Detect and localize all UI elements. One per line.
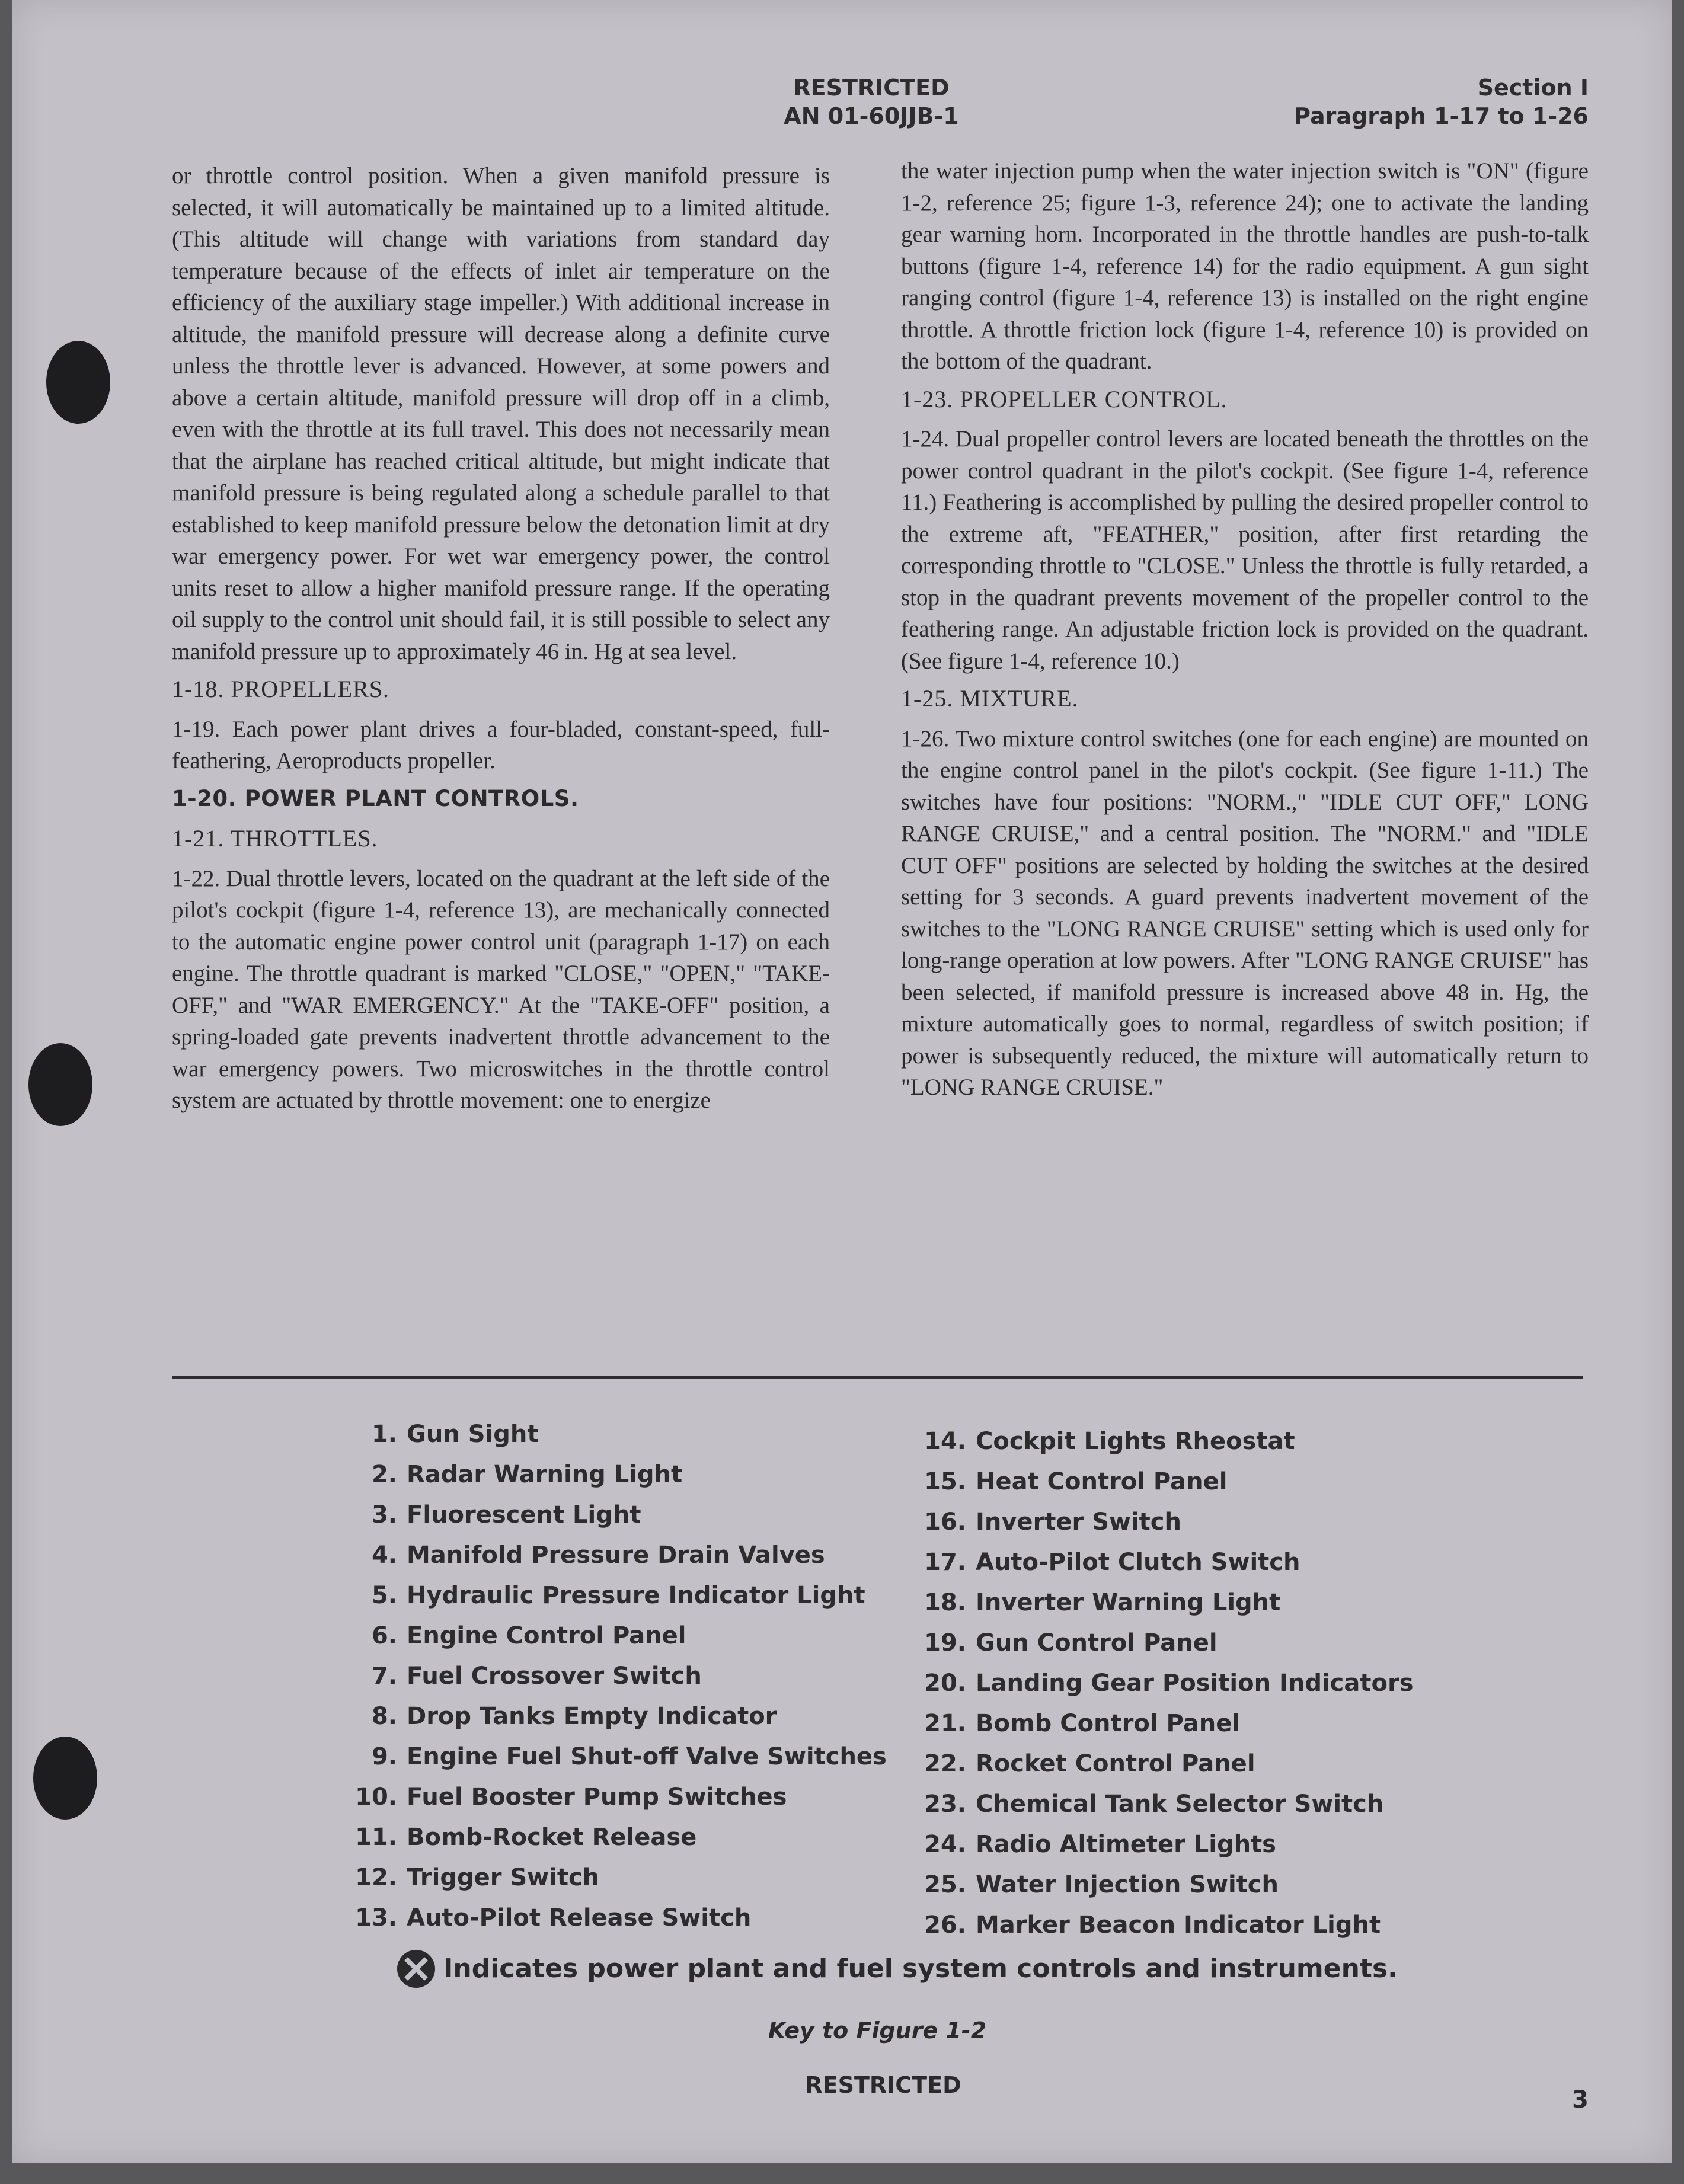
section-heading: 1-18. PROPELLERS. xyxy=(172,676,390,702)
page-header-right xyxy=(1185,73,1589,130)
horizontal-rule xyxy=(172,1376,1583,1379)
paragraph: 1-19. Each power plant drives a four-bladed, constant-speed, full-feathering, Aeroproducts propeller. xyxy=(172,716,830,773)
key-item: 9. Engine Fuel Shut-off Valve Switches xyxy=(371,1743,887,1770)
header-section: Section I xyxy=(1477,75,1589,101)
page-header-center xyxy=(735,73,1008,130)
key-item: 14. Cockpit Lights Rheostat xyxy=(924,1428,1295,1455)
binder-hole xyxy=(28,1043,92,1126)
binder-hole xyxy=(33,1737,97,1820)
section-heading: 1-23. PROPELLER CONTROL. xyxy=(901,385,1228,413)
text-column-right xyxy=(901,155,1589,1109)
paragraph: or throttle control position. When a given manifold pressure is selected, it will automatically be maintained up to a limited altitude. (This altitude will change with variations from standard day temperature because of the effects of inlet air temperature on the efficiency of the auxiliary stage impeller.) With additional increase in altitude, the manifold pressure will decrease along a definite curve unless the throttle lever is advanced. However, at some powers and above a certain altitude, manifold pressure will drop off in a climb, even with the throttle at its full travel. This does not necessarily mean that the airplane has reached critical altitude, but might indicate that manifold pressure is being regulated along a schedule parallel to that established to keep manifold pressure below the detonation limit at dry war emergency power. For wet war emergency power, the control units reset to allow a higher manifold pressure range. If the operating oil supply to the control unit should fail, it is still possible to select any manifold pressure up to approximately 46 in. Hg at sea level. xyxy=(172,163,830,664)
key-item: 18. Inverter Warning Light xyxy=(924,1589,1281,1616)
paragraph: 1-26. Two mixture control switches (one for each engine) are mounted on the engine control panel in the pilot's cockpit. (See figure 1-11.) The switches have four positions: "NORM.," "IDLE CUT OFF," LONG RANGE CRUISE," and a central position. The "NORM." and "IDLE CUT OFF" positions are selected by holding the switches at the desired setting for 3 seconds. A guard prevents inadvertent movement of the switches to the "LONG RANGE CRUISE" setting which is used only for long-range operation at low powers. After "LONG RANGE CRUISE" has been selected, if manifold pressure is increased above 48 in. Hg, the mixture automatically goes to normal, regardless of switch position; if power is subsequently reduced, the mixture will automatically return to "LONG RANGE CRUISE." xyxy=(901,725,1589,1100)
header-doc-number: AN 01-60JJB-1 xyxy=(784,103,959,129)
key-item: 3. Fluorescent Light xyxy=(371,1501,641,1529)
key-item: 20. Landing Gear Position Indicators xyxy=(924,1670,1414,1697)
key-item: 1. Gun Sight xyxy=(371,1421,539,1448)
header-classification: RESTRICTED xyxy=(793,75,950,101)
figure-key-list-right xyxy=(901,1421,1414,1945)
legend-text: Indicates power plant and fuel system controls and instruments. xyxy=(443,1953,1398,1984)
header-paragraph-range: Paragraph 1-17 to 1-26 xyxy=(1294,103,1589,129)
figure-caption: Key to Figure 1-2 xyxy=(768,2017,987,2044)
key-item: 25. Water Injection Switch xyxy=(924,1871,1279,1898)
key-item: 24. Radio Altimeter Lights xyxy=(924,1831,1276,1858)
section-heading: 1-25. MIXTURE. xyxy=(901,685,1079,712)
key-item: 21. Bomb Control Panel xyxy=(924,1710,1241,1737)
page-footer-classification: RESTRICTED xyxy=(805,2072,961,2098)
key-item: 16. Inverter Switch xyxy=(924,1508,1181,1536)
paragraph: 1-22. Dual throttle levers, located on the quadrant at the left side of the pilot's cockpit (figure 1-4, reference 13), are mechanically connected to the automatic engine power control unit (paragraph 1-17) on each engine. The throttle quadrant is marked "CLOSE," "OPEN," "TAKE-OFF," and "WAR EMERGENCY." At the "TAKE-OFF" position, a spring-loaded gate prevents inadvertent throttle advancement to the war emergency powers. Two microswitches in the throttle control system are actuated by throttle movement: one to energize xyxy=(172,865,830,1113)
key-item: 6. Engine Control Panel xyxy=(371,1622,686,1649)
section-heading: 1-20. POWER PLANT CONTROLS. xyxy=(172,785,579,811)
text-column-left xyxy=(172,160,830,1123)
paragraph: the water injection pump when the water injection switch is "ON" (figure 1-2, reference 25; figure 1-3, reference 24); one to activate the landing gear warning horn. Incorporated in the throttle handles are push-to-talk buttons (figure 1-4, reference 14) for the radio equipment. A gun sight ranging control (figure 1-4, reference 13) is installed on the right engine throttle. A throttle friction lock (figure 1-4, reference 10) is provided on the bottom of the quadrant. xyxy=(901,158,1589,374)
key-item: 12. Trigger Switch xyxy=(355,1864,600,1891)
key-item: 17. Auto-Pilot Clutch Switch xyxy=(924,1549,1300,1576)
crossed-circle-icon xyxy=(397,1950,435,1988)
key-item: 8. Drop Tanks Empty Indicator xyxy=(371,1703,777,1730)
key-item: 19. Gun Control Panel xyxy=(924,1629,1218,1657)
paragraph: 1-24. Dual propeller control levers are located beneath the throttles on the power control quadrant in the pilot's cockpit. (See figure 1-4, reference 11.) Feathering is accomplished by pulling the desired propeller control to the extreme aft, "FEATHER," position, after first retarding the corresponding throttle to "CLOSE." Unless the throttle is fully retarded, a stop in the quadrant prevents movement of the propeller control to the feathering range. An adjustable friction lock is provided on the quadrant. (See figure 1-4, reference 10.) xyxy=(901,426,1589,674)
key-item: 7. Fuel Crossover Switch xyxy=(371,1662,702,1690)
key-item: 5. Hydraulic Pressure Indicator Light xyxy=(371,1582,865,1609)
figure-key-list-left xyxy=(332,1414,887,1938)
legend-note xyxy=(397,1950,1405,1988)
key-item: 10. Fuel Booster Pump Switches xyxy=(355,1783,787,1811)
key-item: 2. Radar Warning Light xyxy=(371,1461,683,1488)
section-heading: 1-21. THROTTLES. xyxy=(172,825,378,852)
page-number: 3 xyxy=(1572,2086,1589,2113)
key-item: 4. Manifold Pressure Drain Valves xyxy=(371,1542,825,1569)
key-item: 13. Auto-Pilot Release Switch xyxy=(355,1904,752,1932)
key-item: 26. Marker Beacon Indicator Light xyxy=(924,1911,1381,1939)
key-item: 11. Bomb-Rocket Release xyxy=(355,1824,697,1851)
key-item: 23. Chemical Tank Selector Switch xyxy=(924,1790,1384,1818)
key-item: 15. Heat Control Panel xyxy=(924,1468,1228,1495)
key-item: 22. Rocket Control Panel xyxy=(924,1750,1255,1777)
binder-hole xyxy=(46,341,110,424)
